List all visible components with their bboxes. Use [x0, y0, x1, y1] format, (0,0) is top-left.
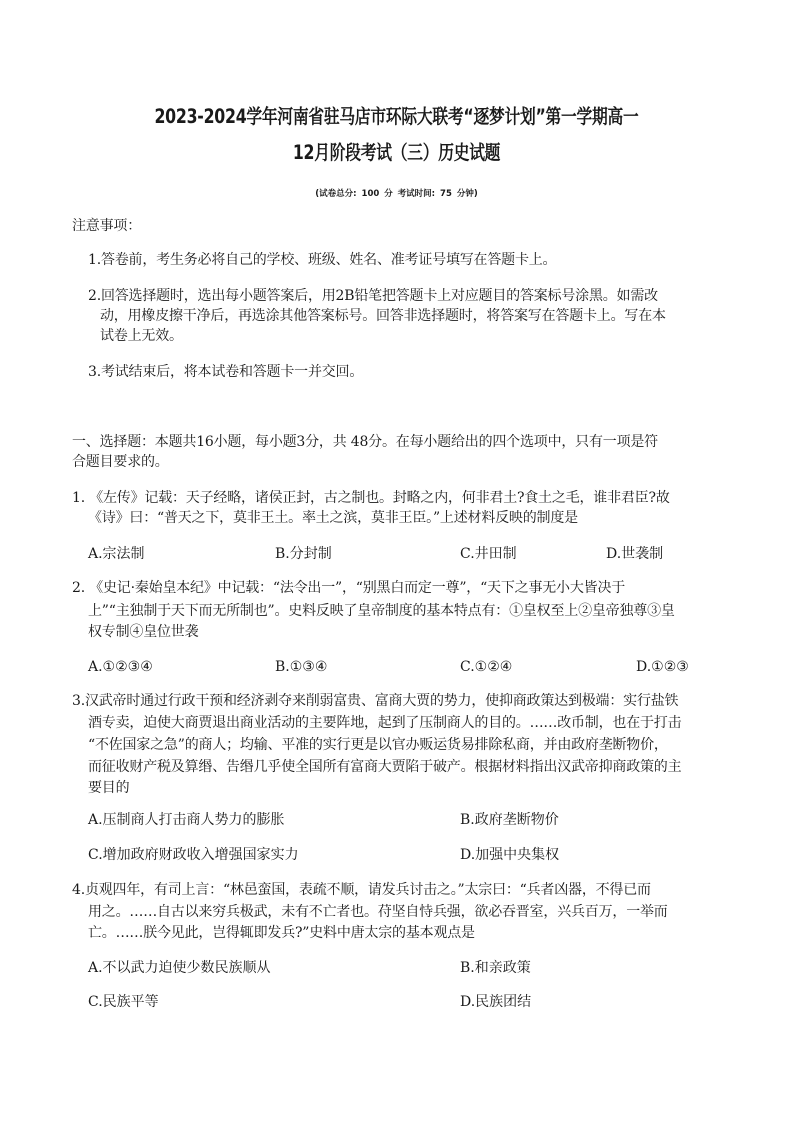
notice-item-1: 1.答卷前，考生务必将自己的学校、班级、姓名、准考证号填写在答题卡上。 — [88, 252, 557, 268]
question-3-option-a: A.压制商人打击商人势力的膨胀 — [88, 812, 285, 828]
question-1-option-c: C.井田制 — [460, 546, 517, 562]
question-3-option-d: D.加强中央集权 — [460, 847, 560, 863]
question-3-option-c: C.增加政府财政收入增强国家实力 — [88, 847, 299, 863]
question-4-option-a: A.不以武力迫使少数民族顺从 — [88, 960, 271, 976]
question-1-line2: 《诗》曰：“普天之下，莫非王土。率土之滨，莫非王臣。”上述材料反映的制度是 — [88, 510, 578, 526]
question-3-line4: 而征收财产税及算缗、告缗几乎使全国所有富商大贾陷于破产。根据材料指出汉武帝抑商政策的主 — [88, 759, 682, 775]
notice-item-2-line1: 2.回答选择题时，选出每小题答案后，用2B铅笔把答题卡上对应题目的答案标号涂黑。如需改 — [88, 288, 658, 304]
question-3-option-b: B.政府垄断物价 — [460, 812, 559, 828]
question-1-option-a: A.宗法制 — [88, 546, 145, 562]
question-1-option-d: D.世袭制 — [606, 546, 664, 562]
question-2-line2: 上”“主独制于天下而无所制也”。史料反映了皇帝制度的基本特点有：①皇权至上②皇帝独尊③皇 — [88, 603, 675, 619]
question-4-option-b: B.和亲政策 — [460, 960, 531, 976]
exam-info: (试卷总分: 100 分 考试时间: 75 分钟) — [315, 189, 478, 199]
notice-item-2-line2: 动，用橡皮擦干净后，再选涂其他答案标号。回答非选择题时，将答案写在答题卡上。写在本 — [100, 308, 666, 324]
notice-item-3: 3.考试结束后，将本试卷和答题卡一并交回。 — [88, 364, 364, 380]
exam-title-line1: 2023-2024学年河南省驻马店市环际大联考“逐梦计划”第一学期高一 — [154, 105, 639, 128]
notice-heading: 注意事项： — [72, 218, 141, 234]
question-2-option-b: B.①③④ — [275, 659, 328, 675]
question-3-line1: 3.汉武帝时通过行政干预和经济剥夺来削弱富贵、富商大贾的势力，使抑商政策达到极端：实行盐铁 — [72, 693, 679, 709]
question-4-option-c: C.民族平等 — [88, 994, 159, 1010]
notice-item-2-line3: 试卷上无效。 — [100, 328, 183, 344]
exam-title-line2: 12月阶段考试（三）历史试题 — [292, 141, 501, 164]
question-2-option-a: A.①②③④ — [88, 659, 153, 675]
question-4-line3: 亡。……朕今见此，岂得辄即发兵?”史料中唐太宗的基本观点是 — [88, 925, 475, 941]
question-3-line5: 要目的 — [88, 780, 130, 796]
question-1-option-b: B.分封制 — [275, 546, 332, 562]
question-3-line3: “不佐国家之急”的商人；均输、平准的实行更是以官办贩运货易排除私商，并由政府垄断物价， — [88, 737, 668, 753]
question-2-option-c: C.①②④ — [460, 659, 513, 675]
question-4-option-d: D.民族团结 — [460, 994, 532, 1010]
question-2-line1: 2. 《史记·秦始皇本纪》中记载：“法令出一”，“别黑白而定一尊”，“天下之事无小大皆决于 — [72, 580, 626, 596]
question-3-line2: 酒专卖，迫使大商贾退出商业活动的主要阵地，起到了压制商人的目的。……改币制，也在于打击 — [88, 715, 682, 731]
question-4-line2: 用之。……自古以来穷兵极武，未有不亡者也。苻坚自恃兵强，欲必吞晋室，兴兵百万，一举而 — [88, 904, 668, 920]
section-heading-line2: 合题目要求的。 — [72, 454, 169, 470]
question-2-option-d: D.①②③ — [636, 659, 689, 675]
section-heading-line1: 一、选择题：本题共16小题，每小题3分，共 48分。在每小题给出的四个选项中，只有一项是符 — [72, 434, 658, 450]
question-4-line1: 4.贞观四年，有司上言：“林邑蛮国，表疏不顺，请发兵讨击之。”太宗曰：“兵者凶器，不得已而 — [72, 882, 651, 898]
question-2-line3: 权专制④皇位世袭 — [88, 624, 199, 640]
question-1-line1: 1. 《左传》记载：天子经略，诸侯正封，古之制也。封略之内，何非君土?食土之毛，谁非君臣?故 — [72, 490, 670, 506]
